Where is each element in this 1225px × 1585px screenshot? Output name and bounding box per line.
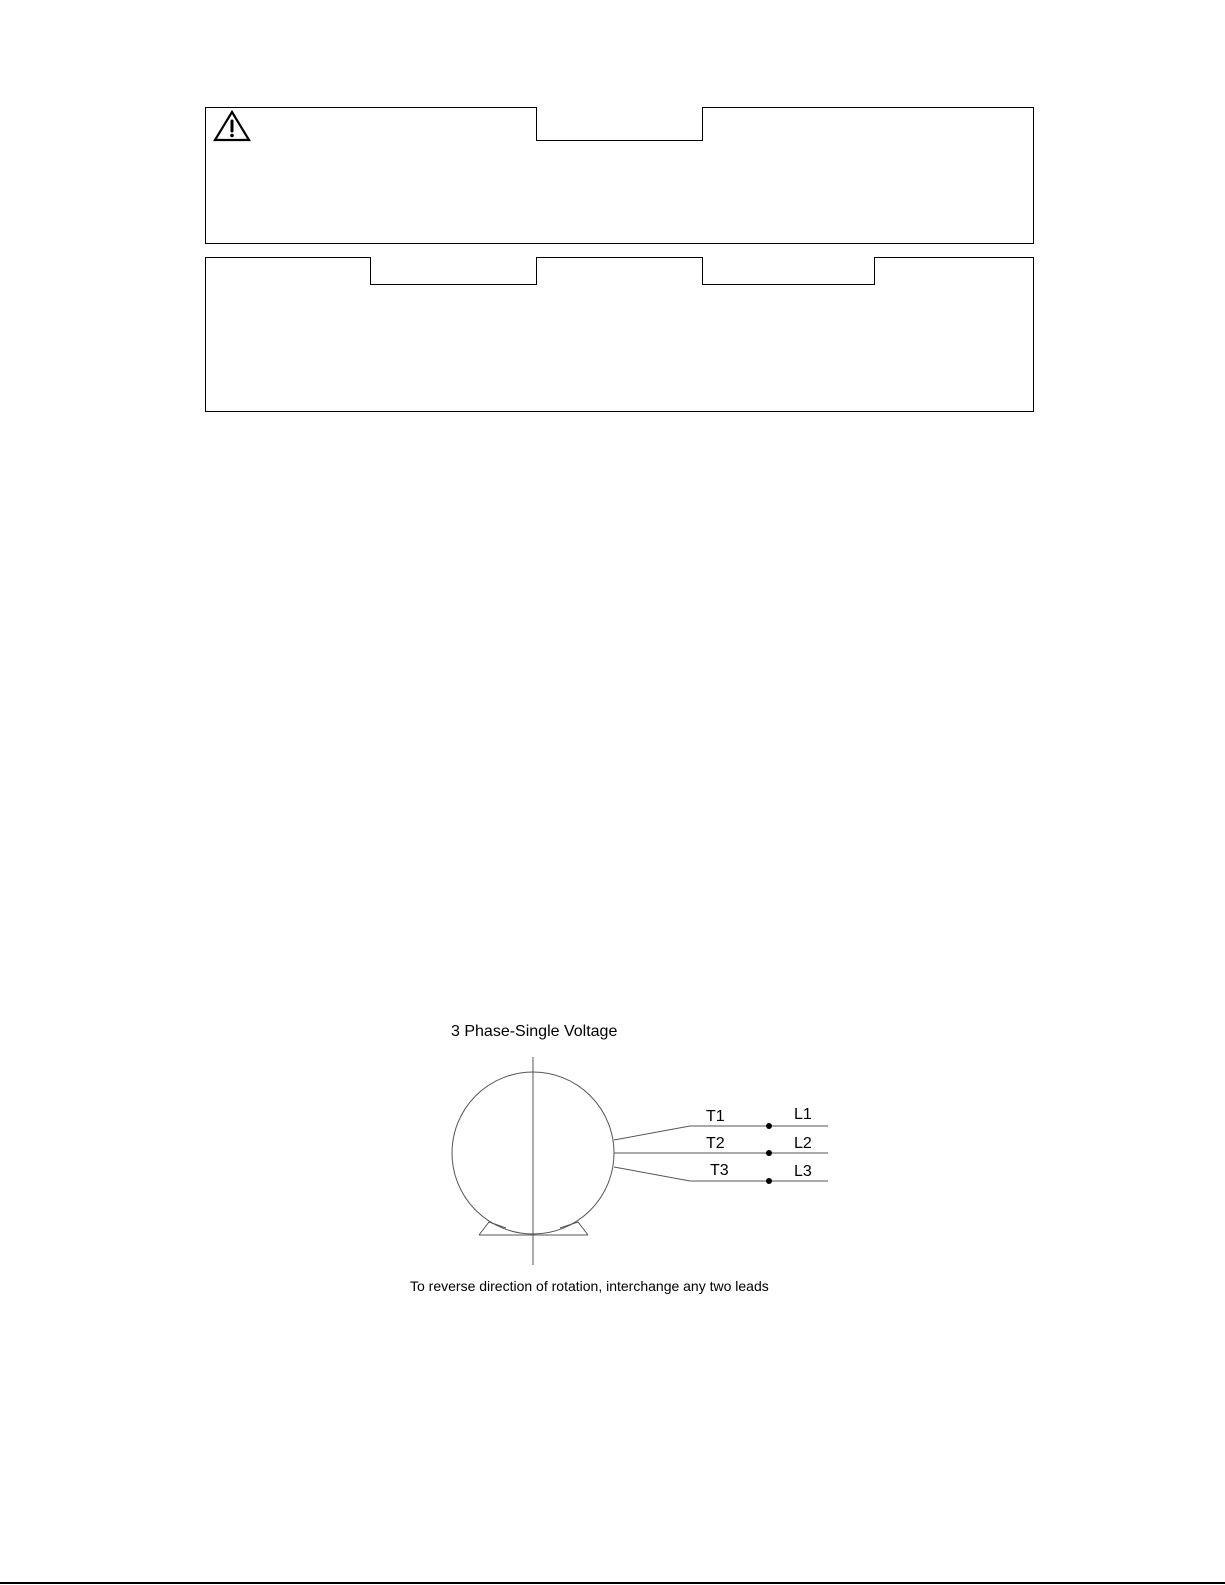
line-label-l2: L2 (794, 1135, 812, 1152)
motor-foot-left (479, 1222, 506, 1235)
lead-label-t3: T3 (710, 1162, 729, 1179)
line-label-l1: L1 (794, 1106, 812, 1123)
diagram-caption: To reverse direction of rotation, interchange any two leads (410, 1278, 769, 1294)
page-bottom-rule (0, 1582, 1225, 1584)
motor-foot-right (560, 1222, 588, 1235)
junction-dot-1 (766, 1123, 772, 1129)
lead-t3-wire (614, 1167, 769, 1181)
lead-label-t2: T2 (706, 1135, 725, 1152)
lead-label-t1: T1 (706, 1108, 725, 1125)
diagram-title: 3 Phase-Single Voltage (451, 1023, 618, 1040)
line-label-l3: L3 (794, 1163, 812, 1180)
junction-dot-2 (766, 1150, 772, 1156)
junction-dot-3 (766, 1178, 772, 1184)
lead-t1-wire (614, 1126, 769, 1140)
